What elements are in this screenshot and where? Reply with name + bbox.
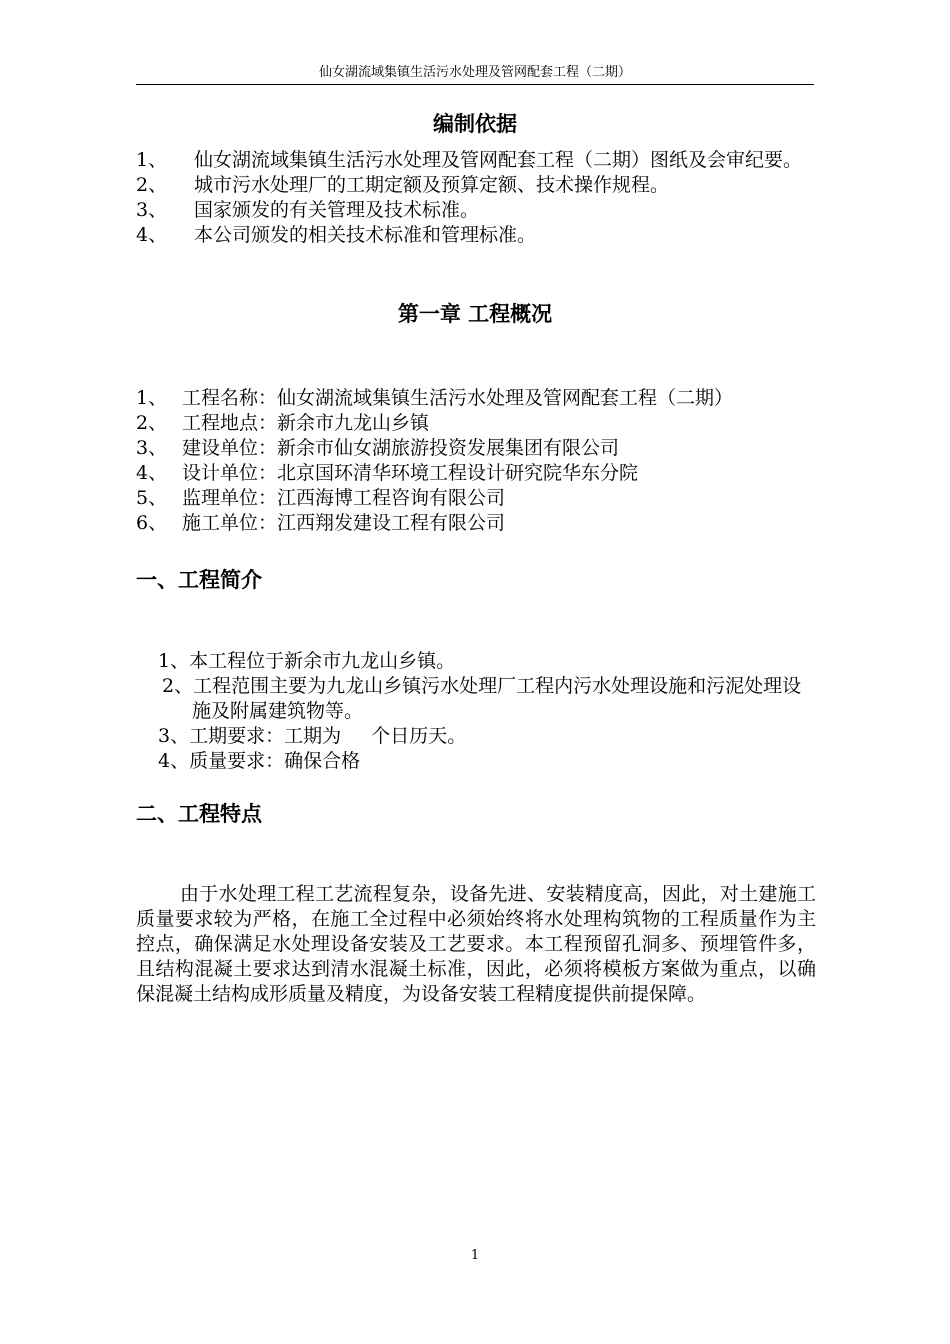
item-number: 4、	[136, 462, 168, 484]
section-title-intro: 一、工程简介	[136, 568, 262, 592]
item-text: 工程名称：仙女湖流域集镇生活污水处理及管网配套工程（二期）	[182, 387, 734, 409]
item-number: 1、	[136, 387, 168, 409]
item-text: 设计单位：北京国环清华环境工程设计研究院华东分院	[182, 462, 639, 484]
list-item	[136, 436, 816, 461]
section-title-features: 二、工程特点	[136, 802, 262, 826]
item-number: 6、	[136, 512, 168, 534]
list-item: 1、本工程位于新余市九龙山乡镇。	[158, 650, 456, 672]
overview-list	[136, 386, 816, 536]
list-item	[136, 511, 816, 536]
list-item	[136, 173, 816, 198]
list-item: 2、工程范围主要为九龙山乡镇污水处理厂工程内污水处理设施和污泥处理设施及附属建筑物等。	[162, 675, 802, 722]
item-text: 施工单位：江西翔发建设工程有限公司	[182, 512, 506, 534]
item-text: 建设单位：新余市仙女湖旅游投资发展集团有限公司	[182, 437, 620, 459]
item-text: 城市污水处理厂的工期定额及预算定额、技术操作规程。	[194, 174, 670, 196]
basis-list	[136, 148, 816, 248]
item-number: 2、	[136, 174, 168, 196]
list-item	[136, 198, 816, 223]
list-item: 4、质量要求：确保合格	[158, 750, 361, 772]
basis-title: 编制依据	[433, 112, 517, 136]
item-number: 4、	[136, 224, 168, 246]
item-number: 3、	[136, 437, 168, 459]
item-text: 工程地点：新余市九龙山乡镇	[182, 412, 430, 434]
item-text: 监理单位：江西海博工程咨询有限公司	[182, 487, 506, 509]
page-number: 1	[470, 1248, 480, 1263]
list-item	[136, 486, 816, 511]
item-number: 2、	[136, 412, 168, 434]
chapter-title: 第一章 工程概况	[397, 302, 553, 326]
intro-list	[158, 649, 818, 774]
item-text: 本公司颁发的相关技术标准和管理标准。	[194, 224, 537, 246]
list-item	[136, 461, 816, 486]
item-text: 国家颁发的有关管理及技术标准。	[194, 199, 480, 221]
list-item	[136, 411, 816, 436]
item-text: 仙女湖流域集镇生活污水处理及管网配套工程（二期）图纸及会审纪要。	[194, 149, 803, 171]
list-item	[136, 223, 816, 248]
list-item: 3、工期要求：工期为 个日历天。	[158, 725, 467, 747]
running-header: 仙女湖流域集镇生活污水处理及管网配套工程（二期）	[136, 64, 814, 85]
item-number: 3、	[136, 199, 168, 221]
list-item	[136, 386, 816, 411]
features-paragraph: 由于水处理工程工艺流程复杂，设备先进、安装精度高，因此，对土建施工质量要求较为严格，在施工全过程中必须始终将水处理构筑物的工程质量作为主控点，确保满足水处理设备安装及工艺要求。本工程预留孔洞多、预埋管件多，且结构混凝土要求达到清水混凝土标准，因此，必须将模板方案做为重点，以确保混凝土结构成形质量及精度，为设备安装工程精度提供前提保障。	[136, 883, 816, 1005]
item-number: 5、	[136, 487, 168, 509]
list-item	[136, 148, 816, 173]
item-number: 1、	[136, 149, 168, 171]
